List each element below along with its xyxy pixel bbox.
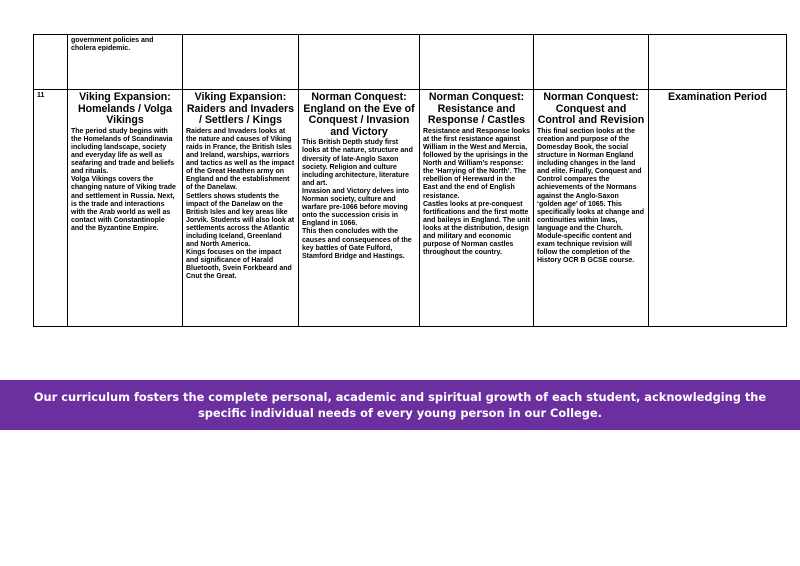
empty-cell xyxy=(649,35,787,90)
unit-cell-viking-raiders xyxy=(183,90,299,327)
unit-cell-norman-resistance xyxy=(420,90,534,327)
unit-cell-viking-homelands xyxy=(68,90,183,327)
mission-banner xyxy=(0,380,800,430)
unit-paragraph: Resistance and Response looks at the first resistance against William in the West and Mercia, followed by the uprisings in the North and William’s response: the ‘Harrying of the North’. The rebellion of Hereward in the East and the end of English resistance. xyxy=(423,127,530,200)
continuation-text-cell xyxy=(68,35,183,90)
unit-paragraph: This final section looks at the creation and purpose of the Domesday Book, the social structure in Norman England including changes in the land and elite. Finally, Conquest and Control compares the achievements of the Normans against the Anglo-Saxon ‘golden age’ of 1065. This specifically looks at change and continuities within laws, language and the Church. xyxy=(537,127,644,232)
empty-cell xyxy=(183,35,299,90)
table-row-continuation xyxy=(34,35,787,90)
row-number: 11 xyxy=(34,90,68,327)
unit-title: Viking Expansion: Raiders and Invaders / Settlers / Kings xyxy=(186,91,295,127)
unit-cell-examination xyxy=(649,90,787,327)
unit-title: Norman Conquest: Conquest and Control and Revision xyxy=(537,91,645,127)
unit-paragraph: Volga Vikings covers the changing nature of Viking trade and settlement in Russia. Next, is the trade and interactions with the Arab world as well as contact with Constantinople and the Byzantine Empire. xyxy=(71,176,176,232)
empty-cell xyxy=(534,35,649,90)
unit-title: Examination Period xyxy=(668,91,767,103)
unit-paragraph: Raiders and Invaders looks at the nature and causes of Viking raids in France, the British Isles and Ireland, warships, warriors and tactics as well as the impact of the Great Heathen army on England and the establishment of the Danelaw. xyxy=(186,127,295,192)
table-row-year-11 xyxy=(34,90,787,327)
row-number-cell-empty xyxy=(34,35,68,90)
empty-cell xyxy=(299,35,420,90)
unit-paragraph: Invasion and Victory delves into Norman society, culture and warfare pre-1066 before moving onto the succession crisis in England in 1066. xyxy=(302,187,409,228)
curriculum-table xyxy=(33,34,787,327)
unit-title: Norman Conquest: England on the Eve of Conquest / Invasion and Victory xyxy=(303,91,415,138)
unit-paragraph: This then concludes with the causes and consequences of the key battles of Gate Fulford, Stamford Bridge and Hastings. xyxy=(302,228,412,260)
unit-paragraph: Settlers shows students the impact of the Danelaw on the British Isles and key areas like Jorvik. Students will also look at settlements across the Atlantic including Iceland, Greenland and North America. xyxy=(186,192,295,249)
continuation-text: government policies and cholera epidemic. xyxy=(71,37,154,53)
unit-cell-norman-eve xyxy=(299,90,420,327)
unit-paragraph: Castles looks at pre-conquest fortifications and the first motte and baileys in England. The unit looks at the distribution, design and military and economic purpose of Norman castles throughout the country. xyxy=(423,200,530,257)
unit-title: Viking Expansion: Homelands / Volga Vikings xyxy=(78,91,172,127)
mission-statement: Our curriculum fosters the complete personal, academic and spiritual growth of each student, acknowledging the specific individual needs of every young person in our College. xyxy=(33,390,767,420)
unit-paragraph: Module-specific content and exam technique revision will follow the completion of the History OCR B GCSE course. xyxy=(537,233,635,265)
unit-paragraph: The period study begins with the Homelands of Scandinavia including landscape, society and everyday life as well as seafaring and trade and beliefs and rituals. xyxy=(71,127,175,176)
empty-cell xyxy=(420,35,534,90)
unit-paragraph: Kings focuses on the impact and significance of Harald Bluetooth, Svein Forkbeard and Cnut the Great. xyxy=(186,249,292,281)
unit-cell-norman-control xyxy=(534,90,649,327)
unit-title: Norman Conquest: Resistance and Response / Castles xyxy=(427,91,526,127)
unit-paragraph: This British Depth study first looks at the nature, structure and diversity of late-Anglo Saxon society. Religion and culture including architecture, literature and art. xyxy=(302,139,413,187)
